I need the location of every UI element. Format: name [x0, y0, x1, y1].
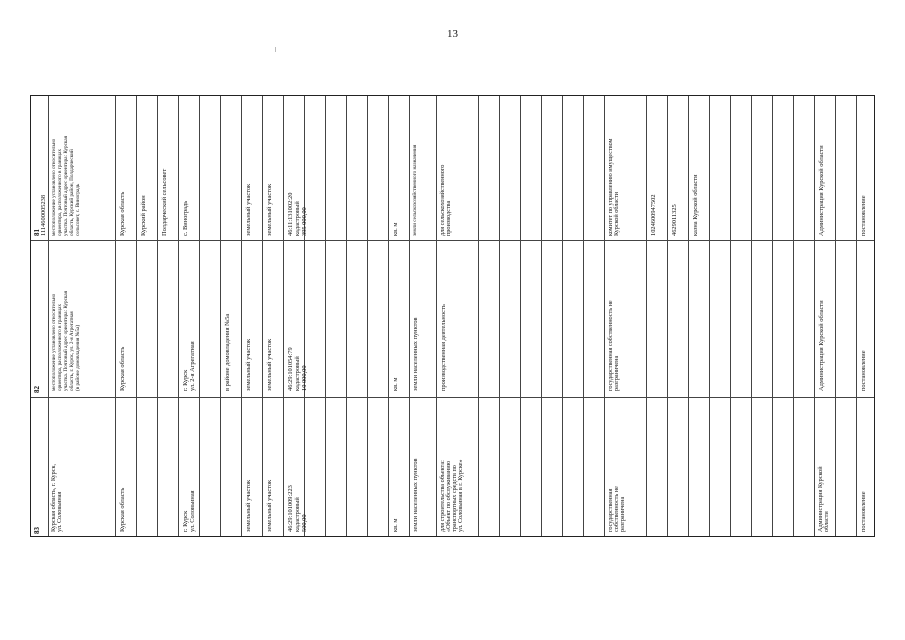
grid-line: [772, 96, 773, 536]
object-83-use-line: транспортных средств по: [451, 465, 458, 532]
object-83-authority-line: Администрация Курской: [817, 466, 824, 532]
object-81-location-line: местоположение установлено относительно: [51, 138, 57, 236]
grid-line: [31, 240, 874, 241]
object-82-authority: Администрация Курской области: [818, 300, 825, 391]
grid-line: [157, 96, 158, 536]
grid-line: [499, 96, 500, 536]
object-83-category: земельный участок: [266, 479, 273, 532]
object-81-authority: Администрация Курской области: [818, 145, 825, 236]
object-83-authority-line: области: [823, 511, 830, 532]
object-82-location-line: участка. Почтовый адрес ориентира: Курская: [63, 290, 69, 391]
grid-line: [346, 96, 347, 536]
grid-line: [751, 96, 752, 536]
grid-line: [856, 96, 857, 536]
page-number: 13: [447, 28, 458, 40]
object-81-ownership-line: Курской области: [613, 192, 620, 236]
object-82-ownership-line: разграничена: [613, 355, 620, 391]
grid-line: [136, 96, 137, 536]
object-82-cad-type: кадастровый: [294, 356, 301, 391]
grid-line: [835, 96, 836, 536]
object-82-number: 82: [33, 386, 41, 393]
object-81-category: земельный участок: [266, 183, 273, 236]
object-82-location-line: (в районе домовладения №5а): [75, 324, 81, 391]
grid-line: [562, 96, 563, 536]
object-81-inn: 4629011325: [671, 204, 678, 236]
object-81-ogrn: 1024600947502: [650, 194, 657, 236]
object-83-number: 83: [33, 527, 41, 534]
object-82-unit: кв. м: [392, 377, 399, 391]
object-83-location-line: Курская область, г. Курск,: [50, 463, 57, 532]
object-81-council: Полдарческий сельсовет: [161, 168, 168, 236]
object-82-document: постановление: [860, 350, 867, 391]
object-83-ownership-line: государственная: [607, 488, 614, 532]
object-82-location-line: ориентира, расположенного в границах: [57, 304, 63, 391]
grid-line: [436, 96, 437, 536]
object-82-use: производственная деятельность: [440, 304, 447, 391]
grid-line: [241, 96, 242, 536]
grid-line: [283, 96, 284, 536]
object-82-location-line: местоположение установлено относительно: [51, 293, 57, 391]
grid-line: [730, 96, 731, 536]
object-82-location-line: область, г. Курск, ул. 2-я Агрегатная: [69, 311, 75, 391]
grid-line: [388, 96, 389, 536]
grid-line: [304, 96, 305, 536]
object-83-location-line: ул. Соловьиная: [56, 491, 63, 532]
grid-line: [409, 96, 410, 536]
object-81-document: постановление: [860, 195, 867, 236]
object-81-use-line: для сельскохозяйственного: [439, 164, 446, 236]
grid-line: [583, 96, 584, 536]
grid-line: [220, 96, 221, 536]
object-81-treasury: казна Курской области: [692, 174, 699, 236]
object-81-cad-type: кадастровый: [294, 201, 301, 236]
grid-line: [478, 96, 479, 536]
grid-line: [709, 96, 710, 536]
object-82-land-category: земли населенных пунктов: [412, 317, 419, 391]
object-83-area: 500,00: [301, 514, 308, 532]
object-83-use-line: для строительства объекта:: [439, 460, 446, 532]
object-83-cad-type: кадастровый: [294, 497, 301, 532]
object-83-street: ул. Соловьиная: [189, 490, 196, 532]
object-81-ownership-line: комитет по управлению имуществом: [607, 138, 614, 236]
grid-line: [520, 96, 521, 536]
object-83-ownership-line: разграничена: [619, 496, 626, 532]
object-81-area: 395 000,00: [301, 207, 308, 236]
object-81-number: 81: [33, 229, 41, 236]
object-83-land-category: земли населенных пунктов: [412, 458, 419, 532]
grid-line: [541, 96, 542, 536]
grid-line: [367, 96, 368, 536]
grid-line: [115, 96, 116, 536]
object-81-region: Курская область: [119, 191, 126, 236]
object-83-document: постановление: [860, 491, 867, 532]
object-81-location-line: область, Курский район, Полдарческий: [69, 149, 75, 236]
object-83-use-line: ул. Соловьиная в г. Курске»: [457, 459, 464, 532]
object-81-district: Курский район: [140, 195, 147, 236]
grid-line: [667, 96, 668, 536]
grid-line: [262, 96, 263, 536]
object-81-unit: кв. м: [392, 222, 399, 236]
object-82-region: Курская область: [119, 346, 126, 391]
rotated-register-table: [30, 95, 875, 537]
object-83-ownership-line: собственность не: [613, 486, 620, 532]
object-81-land-category: земли сельскохозяйственного назначения: [412, 144, 418, 236]
object-82-city: г. Курск: [182, 369, 189, 391]
object-81-registry-number: 1114600005238: [40, 194, 47, 236]
object-81-category: земельный участок: [245, 183, 252, 236]
grid-line: [688, 96, 689, 536]
object-83-city: г. Курск: [182, 510, 189, 532]
object-83-category: земельный участок: [245, 479, 252, 532]
object-82-cadastral: 46:29:101054:79: [287, 347, 294, 391]
object-82-category: земельный участок: [266, 338, 273, 391]
object-82-house: в районе домовладения №5а: [224, 313, 231, 391]
grid-line: [793, 96, 794, 536]
grid-line: [325, 96, 326, 536]
grid-line: [646, 96, 647, 536]
object-83-unit: кв. м: [392, 518, 399, 532]
object-82-street: ул. 2-я Агрегатная: [189, 341, 196, 391]
object-81-location-line: сельсовет, с. Виноградь: [75, 183, 81, 236]
scan-mark: [275, 47, 276, 52]
object-82-area: 10 000,00: [301, 365, 308, 391]
grid-line: [48, 96, 49, 536]
object-83-cadastral: 46:29:101009:223: [287, 485, 294, 532]
object-81-cadastral: 46:11:131002:20: [287, 192, 294, 236]
object-81-use-line: производства: [445, 200, 452, 236]
object-82-ownership-line: государственная собственность не: [607, 300, 614, 391]
object-81-location-line: ориентира, расположенного в границах: [57, 149, 63, 236]
grid-line: [814, 96, 815, 536]
grid-line: [199, 96, 200, 536]
grid-line: [604, 96, 605, 536]
object-81-location-line: участка. Почтовый адрес ориентира: Курская: [63, 135, 69, 236]
object-83-region: Курская область: [119, 487, 126, 532]
grid-line: [178, 96, 179, 536]
object-83-use-line: «Объект по обслуживанию: [445, 460, 452, 532]
object-81-village: с. Виноградь: [182, 200, 189, 236]
object-82-category: земельный участок: [245, 338, 252, 391]
